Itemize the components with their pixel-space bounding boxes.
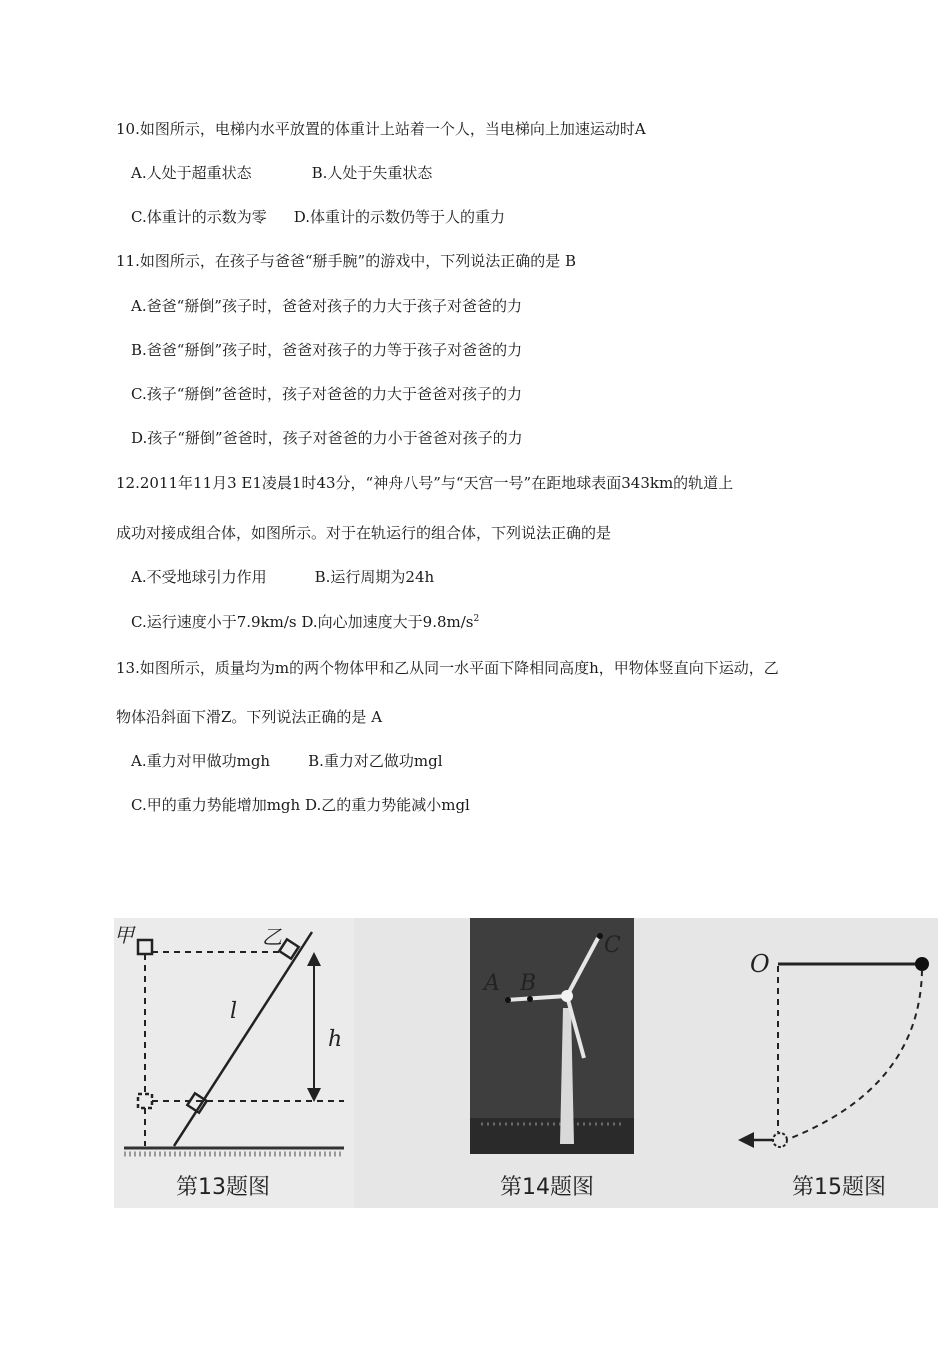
ball-start: [915, 957, 929, 971]
q11-option-b: B.爸爸“掰倒”孩子时，爸爸对孩子的力等于孩子对爸爸的力: [131, 341, 523, 359]
q12-option-cd: C.运行速度小于7.9km/s D.向心加速度大于9.8m/s: [131, 613, 474, 631]
figure-15: [738, 950, 929, 1148]
q12-stem-line1: 12.2011年11月3 E1凌晨1时43分，“神舟八号”与“天宫一号”在距地球表面343km的轨道上: [116, 474, 734, 492]
q10-option-b: B.人处于失重状态: [311, 164, 433, 182]
q11-option-d: D.孩子“掰倒”爸爸时，孩子对爸爸的力小于爸爸对孩子的力: [131, 429, 523, 447]
arrow-left-icon: [738, 1132, 754, 1148]
caption-fig13: 第13题图: [176, 1175, 270, 1200]
q13-option-cd: C.甲的重力势能增加mgh D.乙的重力势能减小mgl: [131, 796, 470, 814]
caption-fig14: 第14题图: [500, 1175, 594, 1200]
figures-svg: [114, 918, 938, 1208]
q13-option-b: B.重力对乙做功mgl: [308, 752, 443, 770]
q12-options-cd: [131, 611, 479, 632]
q12-options-ab: [131, 566, 434, 587]
q13-options-ab: [131, 750, 443, 771]
figure-14: [470, 918, 634, 1154]
label-c: C: [604, 933, 621, 958]
q12-stem-line2: 成功对接成组合体，如图所示。对于在轨运行的组合体，下列说法正确的是: [116, 524, 612, 542]
label-yi: 乙: [262, 925, 282, 949]
q10-options-ab: [131, 162, 432, 183]
q12-option-b: B.运行周期为24h: [314, 568, 435, 586]
q12-unit-superscript: 2: [473, 614, 480, 624]
q11-stem: 11.如图所示，在孩子与爸爸“掰手腕”的游戏中，下列说法正确的是 B: [116, 252, 576, 270]
q13-options-cd: [131, 794, 470, 815]
q11-option-a: A.爸爸“掰倒”孩子时，爸爸对孩子的力大于孩子对爸爸的力: [131, 297, 522, 315]
figure-strip: [114, 918, 938, 1208]
q10-option-c: C.体重计的示数为零: [131, 208, 267, 226]
q13-option-a: A.重力对甲做功mgh: [131, 752, 271, 770]
q10-options-cd: [131, 206, 505, 227]
q12-option-a: A.不受地球引力作用: [131, 568, 267, 586]
q10-stem: 10.如图所示，电梯内水平放置的体重计上站着一个人，当电梯向上加速运动时A: [116, 120, 646, 138]
label-jia: 甲: [114, 923, 134, 947]
figure-13: [114, 918, 354, 1208]
q11-option-c: C.孩子“掰倒”爸爸时，孩子对爸爸的力大于爸爸对孩子的力: [131, 385, 523, 403]
label-b: B: [520, 971, 537, 996]
q10-option-a: A.人处于超重状态: [131, 164, 252, 182]
q13-stem-line1: 13.如图所示，质量均为m的两个物体甲和乙从同一水平面下降相同高度h，甲物体竖直向下运动，乙: [116, 659, 779, 677]
label-l: l: [230, 999, 238, 1024]
q10-option-d: D.体重计的示数仍等于人的重力: [293, 208, 505, 226]
q13-stem-line2: 物体沿斜面下滑Z。下列说法正确的是 A: [116, 708, 383, 726]
ball-end: [773, 1133, 787, 1147]
label-a: A: [484, 971, 500, 996]
label-h: h: [328, 1027, 343, 1052]
label-o: O: [750, 950, 770, 978]
caption-fig15: 第15题图: [792, 1175, 886, 1200]
